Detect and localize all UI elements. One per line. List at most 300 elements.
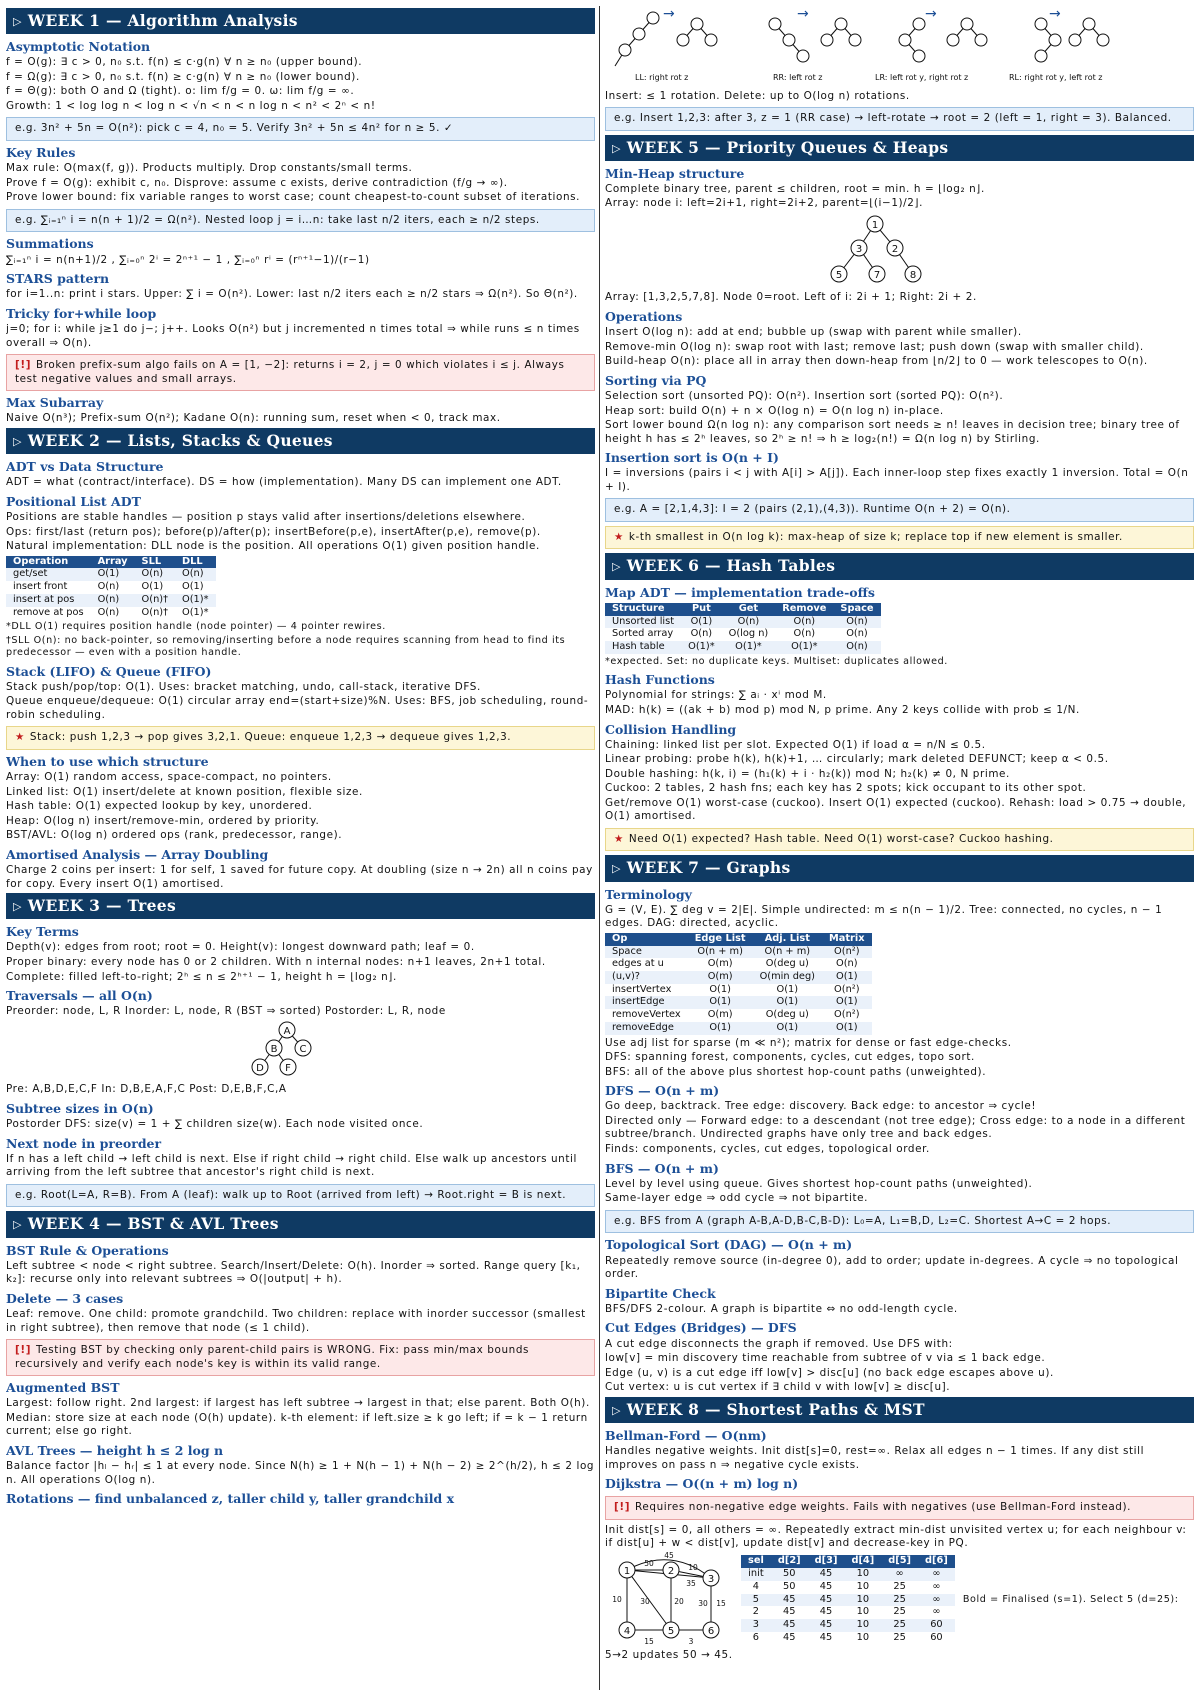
rotation-label: LL: right rot z: [635, 73, 689, 82]
dijkstra-example: [605, 1552, 1194, 1648]
table-note: †SLL O(n): no back-pointer, so removing/inserting before a node requires scanning from head to find its predecessor — even with a position handle.: [6, 634, 566, 659]
table-header: SLL: [135, 556, 175, 569]
table-cell: Space: [605, 946, 688, 959]
table-cell: O(n²): [834, 1009, 860, 1021]
stars-title: STARS pattern: [6, 271, 110, 287]
triangle-icon: ▷: [612, 862, 621, 876]
dijkstra-title: Dijkstra — O((n + m) log n): [605, 1476, 799, 1492]
table-row: [741, 1619, 955, 1632]
map-table: [605, 603, 881, 654]
dfs-line: Directed only — Forward edge: to a descendant (not tree edge); Cross edge: to a node in a different subtree/branch. Undirected graphs have only tree and back edges.: [605, 1114, 1186, 1141]
positional-title: Positional List ADT: [6, 493, 141, 509]
week5-header: [605, 135, 1194, 161]
graph-node-label: 1: [623, 1565, 631, 1577]
hash-tip: [605, 828, 1194, 852]
table-cell: 45: [808, 1594, 845, 1607]
bipartite-line: BFS/DFS 2-colour. A graph is bipartite ⇔ no odd-length cycle.: [605, 1302, 958, 1315]
when-line: BST/AVL: O(log n) ordered ops (rank, predecessor, range).: [6, 829, 343, 842]
asym-title: Asymptotic Notation: [6, 39, 151, 55]
table-cell: O(1): [688, 996, 753, 1009]
graph-line: DFS: spanning forest, components, cycles, cut edges, topo sort.: [605, 1051, 975, 1064]
graph-table: [605, 933, 872, 1035]
bellman-ford-title: Bellman-Ford — O(nm): [605, 1427, 767, 1443]
table-row: [605, 971, 872, 984]
table-header: DLL: [175, 556, 216, 569]
table-cell: (u,v)?: [605, 971, 688, 984]
table-cell: 2: [752, 1606, 760, 1618]
table-row: [6, 594, 216, 607]
table-header: Matrix: [822, 933, 872, 946]
table-cell: 25: [893, 1580, 906, 1592]
table-row: [605, 996, 872, 1009]
topo-line: Repeatedly remove source (in-degree 0), add to order; update in-degrees. A cycle ⇒ no topological order.: [605, 1254, 1179, 1281]
collision-line: Chaining: linked list per slot. Expected O(1) if load α = n/N ≤ 0.5.: [605, 738, 986, 751]
table-cell: 45: [783, 1631, 796, 1643]
asym-line: f = O(g): ∃ c > 0, n₀ s.t. f(n) ≤ c·g(n) ∀ n ≥ n₀ (upper bound).: [6, 56, 363, 69]
table-cell: ∞: [918, 1594, 955, 1607]
table-header: d[3]: [808, 1555, 845, 1568]
table-cell: remove at pos: [13, 606, 84, 618]
collision-line: Double hashing: h(k, i) = (h₁(k) + i · h₂(k)) mod N; h₂(k) ≠ 0, N prime.: [605, 767, 1010, 780]
hash-tip-text: Need O(1) expected? Hash table. Need O(1) worst-case? Cuckoo hashing.: [628, 832, 1054, 845]
table-header: sel: [741, 1555, 771, 1568]
minheap-line: Array: node i: left=2i+1, right=2i+2, parent=⌊(i−1)/2⌋.: [605, 197, 924, 210]
triangle-icon: ▷: [13, 434, 22, 448]
heap-node-label: 7: [873, 269, 881, 281]
dijkstra-table: [741, 1555, 955, 1644]
right-column: [605, 6, 1194, 1696]
augmented-title: Augmented BST: [6, 1380, 120, 1396]
when-line: Heap: O(log n) insert/remove-min, ordered by priority.: [6, 814, 320, 827]
stack-queue-title: Stack (LIFO) & Queue (FIFO): [6, 663, 212, 679]
table-cell: O(1): [681, 616, 722, 629]
table-header: Remove: [775, 603, 833, 616]
star-icon: ★: [614, 530, 624, 543]
table-cell: O(n): [91, 594, 135, 607]
heap-tip: [605, 526, 1194, 550]
graph-node-label: 6: [707, 1625, 715, 1637]
terms-line: Depth(v): edges from root; root = 0. Height(v): longest downward path; leaf = 0.: [6, 941, 475, 954]
table-cell: insert at pos: [6, 594, 91, 607]
key-rule-line: Max rule: O(max(f, g)). Products multiply. Drop constants/small terms.: [6, 162, 413, 175]
delete-line: Leaf: remove. One child: promote grandchild. Two children: replace with inorder successor (smallest in right subtree), then remove that node (≤ 1 child).: [6, 1308, 586, 1334]
table-row: [605, 628, 881, 641]
when-line: Array: O(1) random access, space-compact, no pointers.: [6, 771, 332, 784]
table-cell: O(n): [793, 628, 816, 640]
table-header-row: [6, 556, 216, 569]
table-row: [741, 1606, 955, 1619]
table-row: [605, 1009, 872, 1022]
delete-title: Delete — 3 cases: [6, 1290, 124, 1306]
graph-line: BFS: all of the above plus shortest hop-count paths (unweighted).: [605, 1065, 987, 1078]
edge-weight: 30: [698, 1598, 708, 1608]
table-header: Get: [722, 603, 776, 616]
table-cell: O(n): [135, 568, 175, 581]
tree-node-label: F: [285, 1062, 291, 1074]
table-cell: ∞: [918, 1568, 955, 1581]
augmented-line: Median: store size at each node (O(h) update). k-th element: if left.size ≥ k go left; if = k − 1 return current; else go right.: [6, 1411, 588, 1438]
week7-header: [605, 855, 1194, 881]
key-rule-line: Prove f = O(g): exhibit c, n₀. Disprove: assume c exists, derive contradiction (f/g → ∞).: [6, 176, 508, 189]
map-note: *expected. Set: no duplicate keys. Multiset: duplicates allowed.: [605, 655, 948, 667]
arrow-icon: →: [797, 6, 809, 22]
positional-line: Ops: first/last (return pos); before(p)/after(p); insertBefore(p,e), insertAfter(p,e), remove(p).: [6, 525, 541, 538]
bfs-title: BFS — O(n + m): [605, 1160, 719, 1176]
triangle-icon: ▷: [612, 560, 621, 574]
bfs-example: e.g. BFS from A (graph A-B,A-D,B-C,B-D): L₀=A, L₁=B,D, L₂=C. Shortest A→C = 2 hops.: [605, 1210, 1194, 1234]
tree-node-label: D: [256, 1062, 264, 1074]
heap-array-line: Array: [1,3,2,5,7,8]. Node 0=root. Left of i: 2i + 1; Right: 2i + 2.: [605, 291, 977, 304]
avl-line: Balance factor |hₗ − hᵣ| ≤ 1 at every node. Since N(h) ≥ 1 + N(h − 1) + N(h − 2) ≥ 2^(h/2), h ≤ 2 log n. All operations O(log n).: [6, 1460, 595, 1486]
table-cell: 45: [819, 1606, 833, 1618]
table-header: Op: [605, 933, 688, 946]
table-cell: O(1): [753, 996, 822, 1009]
arrow-icon: →: [663, 6, 675, 22]
table-cell: insert front: [13, 581, 68, 593]
dijkstra-table-note: Bold = Finalised (s=1). Select 5 (d=25):: [962, 1593, 1179, 1605]
table-header-row: [741, 1555, 955, 1568]
sorting-line: Sort lower bound Ω(n log n): any comparison sort needs ≥ n! leaves in decision tree; binary tree of height h has ≤ 2ʰ leaves, so 2ʰ ≥ n! ⇒ h ≥ log₂(n!) = Ω(n log n) by Stirling.: [605, 419, 1180, 445]
rotation-example: e.g. Insert 1,2,3: after 3, z = 1 (RR case) → left-rotate → root = 2 (left = 1, right = 3). Balanced.: [605, 107, 1194, 131]
triangle-icon: ▷: [612, 1403, 621, 1417]
operations-line: Build-heap O(n): place all in array then down-heap from ⌊n/2⌋ to 0 — work telescopes to O(n).: [605, 355, 1148, 368]
table-cell: O(1)*: [182, 606, 209, 618]
rotations-title: Rotations — find unbalanced z, taller child y, taller grandchild x: [6, 1491, 455, 1507]
tree-node-label: C: [299, 1043, 307, 1055]
table-cell: O(n²): [822, 946, 872, 959]
table-cell: 10: [844, 1594, 881, 1607]
heap-node-label: 2: [891, 243, 899, 255]
table-cell: 5: [741, 1594, 771, 1607]
table-cell: removeVertex: [612, 1009, 681, 1021]
avl-title: AVL Trees — height h ≤ 2 log n: [6, 1442, 224, 1458]
subtree-title: Subtree sizes in O(n): [6, 1100, 154, 1116]
table-header-row: [605, 603, 881, 616]
edge-weight: 30: [640, 1596, 650, 1606]
table-cell: O(n): [833, 616, 880, 629]
left-column: [6, 6, 595, 1696]
table-cell: edges at u: [612, 958, 664, 970]
table-cell: O(n): [690, 628, 713, 640]
table-cell: O(1): [753, 1022, 822, 1035]
when-line: Linked list: O(1) insert/delete at known position, flexible size.: [6, 785, 363, 798]
subtree-line: Postorder DFS: size(v) = 1 + ∑ children size(w). Each node visited once.: [6, 1118, 424, 1131]
arrow-icon: →: [925, 6, 937, 22]
table-header: Operation: [6, 556, 91, 569]
rotation-line: Insert: ≤ 1 rotation. Delete: up to O(log n) rotations.: [605, 89, 910, 102]
week1-title: WEEK 1 — Algorithm Analysis: [27, 11, 298, 30]
hash-fn-title: Hash Functions: [605, 672, 715, 688]
table-cell: 45: [808, 1568, 845, 1581]
cut-edges-line: Edge (u, v) is a cut edge iff low[v] > disc[u] (no back edge escapes above u).: [605, 1366, 1054, 1379]
table-cell: O(n): [846, 628, 868, 640]
sorting-line: Heap sort: build O(n) + n × O(log n) = O(n log n) in-place.: [605, 404, 944, 417]
table-cell: O(1): [709, 983, 731, 995]
adt-title: ADT vs Data Structure: [6, 459, 164, 475]
key-rules-example: e.g. ∑ᵢ₌₁ⁿ i = n(n + 1)/2 = Ω(n²). Nested loop j = i…n: take last n/2 iters, each ≥ n/2 steps.: [6, 209, 595, 233]
week1-header: [6, 8, 595, 34]
table-header: d[5]: [881, 1555, 918, 1568]
table-cell: O(m): [688, 971, 753, 984]
table-cell: 45: [783, 1606, 796, 1618]
tricky-warning-text: Broken prefix-sum algo fails on A = [1, −2]: returns i = 2, j = 0 which violates i ≤ j. Always test negative values and small arrays.: [15, 359, 565, 385]
cut-edges-line: low[v] = min discovery time reachable from subtree of v via ≤ 1 back edge.: [605, 1352, 1046, 1365]
table-cell: O(1): [822, 1022, 872, 1035]
table-cell: 6: [752, 1631, 760, 1643]
table-cell: O(n): [97, 606, 120, 618]
table-cell: 50: [771, 1568, 808, 1581]
week4-header: [6, 1211, 595, 1237]
week3-title: WEEK 3 — Trees: [27, 896, 176, 916]
table-cell: 25: [893, 1631, 906, 1643]
traversals-title: Traversals — all O(n): [6, 988, 153, 1004]
column-divider: [599, 6, 600, 1690]
week8-title: WEEK 8 — Shortest Paths & MST: [626, 1399, 925, 1419]
insertion-title: Insertion sort is O(n + I): [605, 450, 779, 466]
week7-title: WEEK 7 — Graphs: [626, 858, 791, 878]
terminology-title: Terminology: [605, 886, 692, 902]
amortised-line: Charge 2 coins per insert: 1 for self, 1 saved for future copy. At doubling (size n → 2n) all n coins pay for copy. Every insert O(1) amortised.: [6, 864, 593, 890]
bst-warning: [6, 1339, 595, 1376]
sorting-line: Selection sort (unsorted PQ): O(n²). Insertion sort (sorted PQ): O(n²).: [605, 390, 1004, 403]
stack-queue-line: Stack push/pop/top: O(1). Uses: bracket matching, undo, call-stack, iterative DFS.: [6, 680, 481, 693]
positional-line: Positions are stable handles — position p stays valid after insertions/deletions elsewhere.: [6, 511, 526, 524]
table-cell: O(n + m): [688, 946, 753, 959]
table-row: [6, 581, 216, 594]
table-row: [741, 1568, 955, 1581]
hash-fn-line: Polynomial for strings: ∑ aᵢ · xⁱ mod M.: [605, 689, 827, 702]
table-cell: O(n): [175, 568, 216, 581]
graph-node-label: 5: [667, 1625, 675, 1637]
table-cell: O(n)†: [141, 606, 169, 618]
table-cell: insertEdge: [605, 996, 688, 1009]
table-cell: get/set: [6, 568, 91, 581]
next-node-line: If n has a left child → left child is next. Else if right child → right child. Else walk up ancestors until arriving from the left subtree that ancestor's right child is next.: [6, 1152, 578, 1179]
table-row: [6, 568, 216, 581]
table-row: [6, 607, 216, 620]
table-cell: 45: [819, 1580, 833, 1592]
table-cell: ∞: [881, 1568, 918, 1581]
table-cell: O(deg u): [765, 1009, 809, 1021]
edge-weight: 20: [674, 1596, 684, 1606]
warning-icon: [!]: [15, 359, 32, 372]
dijkstra-line: Init dist[s] = 0, all others = ∞. Repeatedly extract min-dist unvisited vertex u; for each neighbour v: if dist[u] + w < dist[v], update dist[v] and decrease-key in PQ.: [605, 1523, 1187, 1550]
list-ops-table: [6, 556, 216, 620]
when-title: When to use which structure: [6, 753, 209, 769]
graph-node-label: 3: [707, 1573, 715, 1585]
triangle-icon: ▷: [13, 15, 22, 28]
table-cell: 45: [771, 1594, 808, 1607]
rotation-label: LR: left rot y, right rot z: [875, 73, 969, 82]
table-header: d[6]: [918, 1555, 955, 1568]
warning-icon: [!]: [614, 1501, 631, 1514]
table-header-row: [605, 933, 872, 946]
table-cell: O(n²): [834, 983, 860, 995]
triangle-icon: ▷: [13, 900, 22, 914]
traversal-tree-diagram: [6, 1020, 595, 1078]
stack-queue-tip: [6, 726, 595, 750]
table-cell: O(min deg): [753, 971, 822, 984]
table-cell: 3: [741, 1619, 771, 1632]
table-header: Put: [681, 603, 722, 616]
table-row: [741, 1594, 955, 1607]
table-row: [605, 616, 881, 629]
week2-title: WEEK 2 — Lists, Stacks & Queues: [27, 430, 333, 450]
summations-line: ∑ᵢ₌₁ⁿ i = n(n+1)/2 , ∑ᵢ₌₀ⁿ 2ⁱ = 2ⁿ⁺¹ − 1 , ∑ᵢ₌₀ⁿ rⁱ = (rⁿ⁺¹−1)/(r−1): [6, 253, 370, 266]
key-rules-title: Key Rules: [6, 144, 76, 160]
amortised-title: Amortised Analysis — Array Doubling: [6, 846, 269, 862]
collision-line: Cuckoo: 2 tables, 2 hash fns; each key has 2 spots; kick occupant to its other spot.: [605, 782, 1087, 795]
table-header: Space: [833, 603, 880, 616]
dfs-title: DFS — O(n + m): [605, 1083, 720, 1099]
heap-node-label: 3: [855, 243, 863, 255]
table-row: [605, 1022, 872, 1035]
week6-header: [605, 553, 1194, 579]
table-cell: 10: [856, 1631, 870, 1643]
week5-title: WEEK 5 — Priority Queues & Heaps: [626, 137, 949, 157]
terms-title: Key Terms: [6, 924, 79, 940]
stack-queue-tip-text: Stack: push 1,2,3 → pop gives 3,2,1. Queue: enqueue 1,2,3 → dequeue gives 1,2,3.: [29, 731, 512, 744]
table-header: d[4]: [844, 1555, 881, 1568]
traversal-result: Pre: A,B,D,E,C,F In: D,B,E,A,F,C Post: D,E,B,F,C,A: [6, 1083, 287, 1096]
asym-line: Growth: 1 < log log n < log n < √n < n < n log n < n² < 2ⁿ < n!: [6, 99, 376, 112]
summations-title: Summations: [6, 236, 94, 252]
table-cell: O(1): [91, 568, 135, 581]
table-cell: O(1): [141, 581, 164, 593]
edge-weight: 3: [688, 1636, 694, 1646]
table-cell: O(1): [182, 581, 204, 593]
table-row: [741, 1581, 955, 1594]
edge-weight: 50: [644, 1558, 654, 1568]
table-cell: O(1): [776, 983, 799, 995]
table-cell: O(n): [722, 616, 776, 629]
operations-line: Insert O(log n): add at end; bubble up (swap with parent while smaller).: [605, 326, 1022, 339]
rotation-label: RL: right rot y, left rot z: [1009, 73, 1103, 82]
table-cell: 10: [856, 1580, 870, 1592]
cut-edges-line: A cut edge disconnects the graph if removed. Use DFS with:: [605, 1337, 953, 1350]
table-cell: removeEdge: [605, 1022, 688, 1035]
tree-node-label: B: [270, 1043, 278, 1055]
table-cell: O(1)*: [722, 641, 776, 654]
asym-line: f = Θ(g): both O and Ω (tight). o: lim f/g = 0. ω: lim f/g = ∞.: [6, 85, 355, 98]
table-cell: O(1): [688, 1022, 753, 1035]
operations-title: Operations: [605, 309, 683, 324]
table-cell: 10: [856, 1606, 870, 1618]
table-cell: O(n)†: [135, 594, 175, 607]
rotation-diagrams: [605, 6, 1194, 84]
table-note: *DLL O(1) requires position handle (node pointer) — 4 pointer rewires.: [6, 621, 386, 633]
triangle-icon: ▷: [13, 1218, 22, 1232]
hash-fn-line: MAD: h(k) = ((ak + b) mod p) mod N, p prime. Any 2 keys collide with prob ≤ 1/N.: [605, 703, 1080, 716]
table-cell: O(m): [707, 1009, 733, 1021]
table-row: [605, 946, 872, 959]
collision-line: Get/remove O(1) worst-case (cuckoo). Insert O(1) expected (cuckoo). Rehash: load > 0.75 → double, O(1) amortised.: [605, 796, 1187, 823]
insertion-line: I = inversions (pairs i < j with A[i] > A[j]). Each inner-loop step fixes exactly 1 inversion. Total = O(n + I).: [605, 467, 1189, 493]
table-cell: Sorted array: [612, 628, 674, 640]
dijkstra-after: 5→2 updates 50 → 45.: [605, 1648, 733, 1661]
table-cell: ∞: [932, 1580, 941, 1592]
bst-line: Left subtree < node < right subtree. Search/Insert/Delete: O(h). Inorder ⇒ sorted. Range query [k₁, k₂]: recurse only into relevant subtrees ⇒ O(|output| + h).: [6, 1259, 581, 1286]
positional-line: Natural implementation: DLL node is the position. All operations O(1) given position handle.: [6, 540, 540, 553]
rotation-label: RR: left rot z: [773, 73, 823, 82]
table-cell: 25: [881, 1619, 918, 1632]
asym-example: e.g. 3n² + 5n = O(n²): pick c = 4, n₀ = 5. Verify 3n² + 5n ≤ 4n² for n ≥ 5. ✓: [6, 117, 595, 141]
table-cell: 60: [930, 1631, 943, 1643]
tree-node-label: A: [283, 1025, 291, 1037]
insertion-example: e.g. A = [2,1,4,3]: I = 2 (pairs (2,1),(4,3)). Runtime O(n + 2) = O(n).: [605, 498, 1194, 522]
topo-title: Topological Sort (DAG) — O(n + m): [605, 1237, 853, 1253]
bfs-line: Level by level using queue. Gives shortest hop-count paths (unweighted).: [605, 1177, 1033, 1190]
dfs-line: Finds: components, cycles, cut edges, topological order.: [605, 1143, 930, 1155]
augmented-line: Largest: follow right. 2nd largest: if largest has left subtree → largest in that; else parent. Both O(h).: [6, 1397, 590, 1410]
star-icon: ★: [614, 832, 624, 845]
next-node-title: Next node in preorder: [6, 1135, 162, 1151]
graph-node-label: 2: [667, 1565, 675, 1577]
stack-queue-line: Queue enqueue/dequeue: O(1) circular array end=(start+size)%N. Uses: BFS, job scheduling, round-robin scheduling.: [6, 695, 589, 721]
table-cell: 50: [783, 1580, 796, 1592]
dijkstra-warning: [605, 1496, 1194, 1520]
sorting-title: Sorting via PQ: [605, 372, 707, 388]
table-cell: O(1)*: [775, 641, 833, 654]
table-cell: Hash table: [605, 641, 681, 654]
table-cell: 60: [918, 1619, 955, 1632]
table-cell: O(1)*: [175, 594, 216, 607]
next-node-example: e.g. Root(L=A, R=B). From A (leaf): walk up to Root (arrived from left) → Root.right = B is next.: [6, 1184, 595, 1208]
table-cell: O(n): [775, 616, 833, 629]
when-line: Hash table: O(1) expected lookup by key, unordered.: [6, 800, 313, 813]
table-cell: O(1): [822, 996, 872, 1009]
bst-title: BST Rule & Operations: [6, 1242, 169, 1258]
week6-title: WEEK 6 — Hash Tables: [626, 556, 836, 576]
week2-header: [6, 428, 595, 454]
table-cell: init: [741, 1568, 771, 1581]
triangle-icon: ▷: [612, 141, 621, 155]
week4-title: WEEK 4 — BST & AVL Trees: [27, 1214, 279, 1234]
bfs-line: Same-layer edge ⇒ odd cycle ⇒ not bipartite.: [605, 1192, 869, 1205]
edge-weight: 10: [612, 1594, 622, 1604]
tricky-warning: [6, 354, 595, 391]
dfs-line: Go deep, backtrack. Tree edge: discovery. Back edge: to ancestor ⇒ cycle!: [605, 1100, 1037, 1113]
graph-line: Use adj list for sparse (m ≪ n²); matrix for dense or fast edge-checks.: [605, 1036, 1012, 1049]
stars-line: for i=1..n: print i stars. Upper: ∑ i = O(n²). Lower: last n/2 iters each ≥ n/2 stars ⇒ Ω(n²). So Θ(n²).: [6, 288, 578, 301]
week8-header: [605, 1397, 1194, 1423]
warning-icon: [!]: [15, 1344, 32, 1357]
table-cell: O(log n): [728, 628, 769, 640]
bst-warning-text: Testing BST by checking only parent-child pairs is WRONG. Fix: pass min/max bounds recursively and verify each node's key is within its valid range.: [15, 1344, 530, 1370]
collision-title: Collision Handling: [605, 721, 737, 737]
graph-node-label: 4: [623, 1625, 631, 1637]
table-cell: Unsorted list: [605, 616, 681, 629]
table-cell: 45: [771, 1619, 808, 1632]
table-cell: 45: [808, 1619, 845, 1632]
table-cell: 10: [844, 1619, 881, 1632]
heap-tip-text: k-th smallest in O(n log k): max-heap of size k; replace top if new element is smaller.: [628, 530, 1123, 543]
table-cell: O(1): [822, 971, 872, 984]
heap-node-label: 1: [871, 219, 879, 231]
traversals-line: Preorder: node, L, R Inorder: L, node, R (BST ⇒ sorted) Postorder: L, R, node: [6, 1005, 446, 1018]
table-cell: insertVertex: [612, 983, 672, 995]
table-row: [741, 1632, 955, 1645]
edge-weight: 10: [688, 1562, 698, 1572]
table-row: [605, 984, 872, 997]
table-row: [605, 958, 872, 971]
maxsub-line: Naive O(n³); Prefix-sum O(n²); Kadane O(n): running sum, reset when < 0, track max.: [6, 412, 501, 425]
heap-diagram: [605, 212, 1194, 286]
table-cell: O(n): [833, 641, 880, 654]
table-row: [605, 641, 881, 654]
table-cell: 4: [752, 1580, 760, 1592]
table-cell: O(n + m): [753, 946, 822, 959]
